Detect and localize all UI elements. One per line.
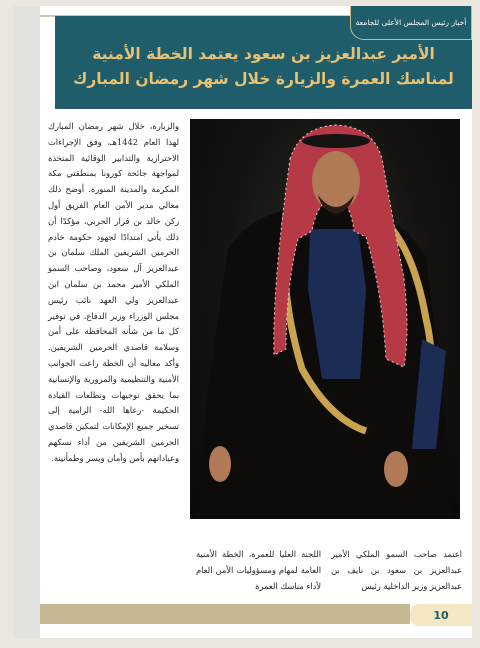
article-column-right — [331, 547, 462, 594]
article-column-left — [48, 119, 179, 467]
left-hand — [209, 446, 231, 482]
article-column-middle — [196, 547, 321, 594]
section-label: أخبار رئيس المجلس الأعلى للجامعة — [350, 6, 472, 40]
headline-line-2: لمناسك العمرة والزيارة خلال شهر رمضان المبارك — [73, 69, 454, 88]
portrait-illustration — [190, 119, 460, 519]
article-text-main: والزيارة، خلال شهر رمضان المبارك لهذا العام 1442هـ، وفق الإجراءات الاحترازية والتدابير الوقائية المتخذة لمواجهة جائحة كورونا بمنطقتي مكة المكرمة والمدينة المنورة. أوضح ذلك معالي مدير الأمن العام الفريق أول ركن خالد بن قرار الحربي، مؤكدًا أن ذلك يأتي امتدادًا لجهود حكومة خادم الحرمين الشريفين الملك سلمان بن عبدالعزيز آل سعود، وصاحب السمو الملكي الأمير محمد بن سلمان ابن عبدالعزيز ولي العهد نائب رئيس مجلس الوزراء وزير الدفاع، في توفير كل ما من شأنه المحافظة على أمن وسلامة قاصدي الحرمين الشريفين. وأكد معاليه أن الخطة راعت الجوانب الأمنية والتنظيمية والمرورية والإنسانية بما يحقق توجيهات وتطلعات القيادة الحكيمة -رعاها الله- الرامية إلى تسخير جميع الإمكانات لتمكين قاصدي الحرمين الشريفين من أداء نسكهم وعباداتهم بأمن وأمان ويسر وطمأنينة. — [48, 121, 179, 463]
face — [312, 151, 360, 211]
page-number: 10 — [410, 604, 472, 626]
article-text-right: اعتمد صاحب السمو الملكي الأمير عبدالعزيز بن سعود بن نايف بن عبدالعزيز وزير الداخلية رئيس — [331, 549, 462, 591]
side-stripe — [13, 6, 40, 638]
footer-bar — [40, 604, 410, 624]
agal — [302, 134, 370, 148]
headline-line-1: الأمير عبدالعزيز بن سعود يعتمد الخطة الأمنية — [92, 44, 435, 63]
article-photo — [190, 119, 460, 519]
magazine-page — [13, 6, 472, 638]
right-hand — [384, 451, 408, 487]
article-text-middle: اللجنة العليا للعمرة، الخطة الأمنية العامة لمهام ومسؤوليات الأمن العام لأداء مناسك العمرة — [196, 549, 321, 591]
bottom-margin — [0, 638, 480, 648]
